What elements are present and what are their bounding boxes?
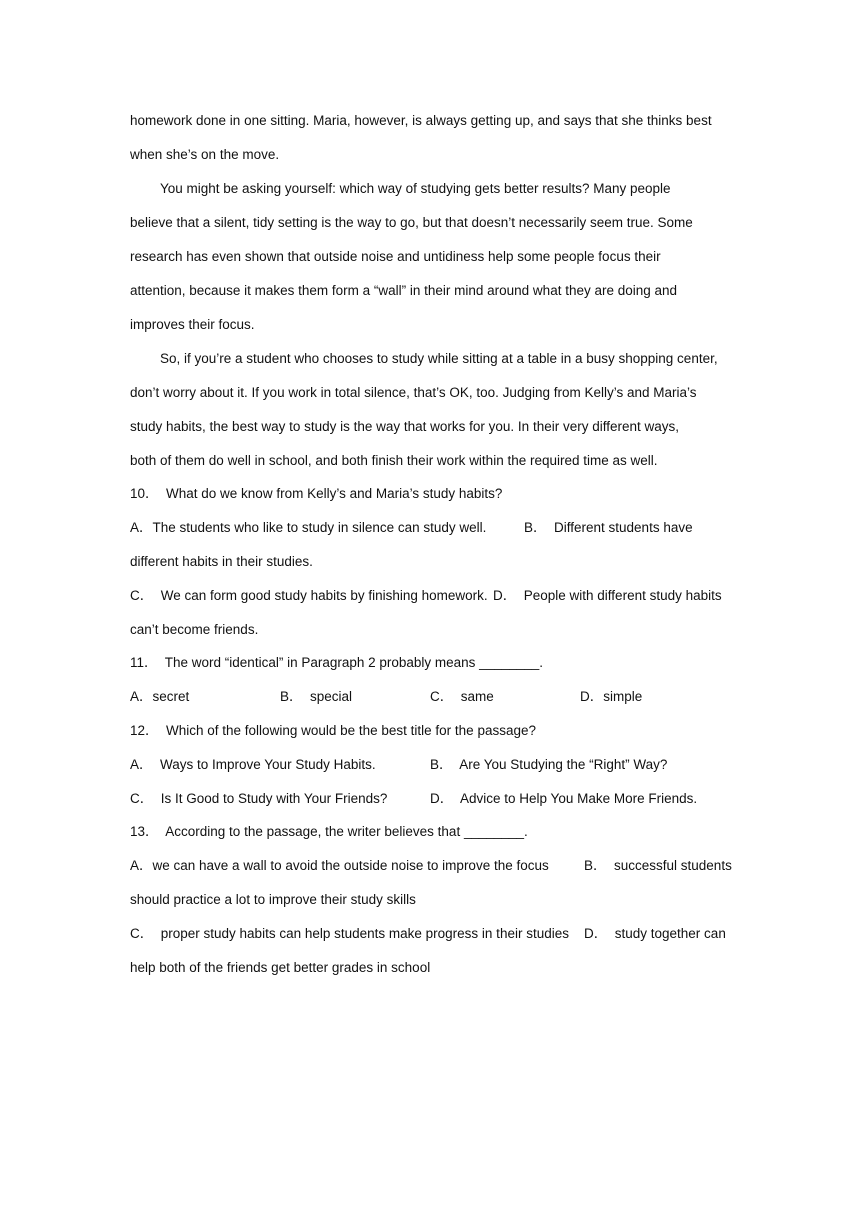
q10-option-a: A．The students who like to study in silence can study well.: [130, 520, 487, 535]
question-10-stem: 10． What do we know from Kelly’s and Maria’s study habits?: [130, 486, 503, 501]
q11-option-c: C． same: [430, 689, 494, 704]
passage-line: attention, because it makes them form a “wall” in their mind around what they are doing and: [130, 283, 678, 298]
passage-line: study habits, the best way to study is the way that works for you. In their very different ways,: [130, 419, 680, 434]
q12-option-c: C． Is It Good to Study with Your Friends?: [130, 791, 388, 806]
passage-line: when she’s on the move.: [130, 147, 280, 162]
q13-option-b: B． successful students: [584, 858, 732, 873]
passage-line: research has even shown that outside noise and untidiness help some people focus their: [130, 249, 661, 264]
q12-option-b: B． Are You Studying the “Right” Way?: [430, 757, 668, 772]
q13-option-d: D． study together can: [584, 926, 726, 941]
passage-line: both of them do well in school, and both finish their work within the required time as well.: [130, 453, 658, 468]
q12-option-d: D． Advice to Help You Make More Friends.: [430, 791, 698, 806]
passage-line: improves their focus.: [130, 317, 255, 332]
passage-line: homework done in one sitting. Maria, however, is always getting up, and says that she thinks best: [130, 113, 712, 128]
q10-option-c: C． We can form good study habits by finishing homework.: [130, 588, 488, 603]
q13-option-b-continued: should practice a lot to improve their study skills: [130, 892, 416, 907]
question-11-stem: 11． The word “identical” in Paragraph 2 probably means ________.: [130, 655, 544, 670]
question-13-stem: 13． According to the passage, the writer believes that ________.: [130, 824, 528, 839]
q11-option-a: A．secret: [130, 689, 190, 704]
passage-line: You might be asking yourself: which way of studying gets better results? Many people: [160, 181, 671, 196]
q10-option-d: D． People with different study habits: [493, 588, 722, 603]
q11-option-b: B． special: [280, 689, 353, 704]
q13-option-c: C． proper study habits can help students make progress in their studies: [130, 926, 569, 941]
q10-option-d-continued: can’t become friends.: [130, 622, 259, 637]
q12-option-a: A． Ways to Improve Your Study Habits.: [130, 757, 376, 772]
passage-line: don’t worry about it. If you work in total silence, that’s OK, too. Judging from Kelly’s and Maria’s: [130, 385, 697, 400]
q10-option-b-continued: different habits in their studies.: [130, 554, 313, 569]
q13-option-a: A．we can have a wall to avoid the outside noise to improve the focus: [130, 858, 549, 873]
passage-line: So, if you’re a student who chooses to study while sitting at a table in a busy shopping center,: [160, 351, 718, 366]
q11-option-d: D．simple: [580, 689, 643, 704]
passage-line: believe that a silent, tidy setting is the way to go, but that doesn’t necessarily seem true. Some: [130, 215, 693, 230]
question-12-stem: 12． Which of the following would be the best title for the passage?: [130, 723, 536, 738]
q13-option-d-continued: help both of the friends get better grades in school: [130, 960, 431, 975]
q10-option-b: B． Different students have: [524, 520, 693, 535]
